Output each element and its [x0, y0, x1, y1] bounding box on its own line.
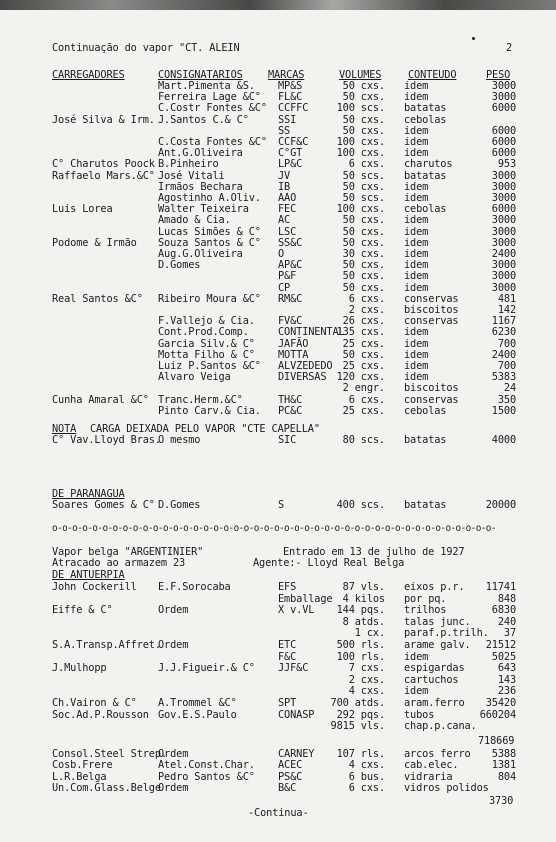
table-row-consignee: Ribeiro Moura &C°: [158, 292, 261, 305]
table2-row-contents: cartuchos: [404, 673, 459, 686]
table-row-mark: FV&C: [278, 315, 303, 328]
table3-row-weight: 804: [497, 770, 516, 783]
table-row-weight: 5383: [491, 371, 516, 384]
table2-row-weight: 643: [497, 662, 516, 675]
table2-row-shipper: Ch.Vairon & C°: [52, 697, 137, 709]
table-row-contents: idem: [404, 248, 429, 260]
table-row-volumes: 30 cxs.: [342, 248, 385, 260]
table2-row-mark: JJF&C: [278, 662, 309, 675]
table-row-contents: batatas: [404, 102, 447, 115]
table-row-consignee: Irmãos Bechara: [158, 180, 243, 193]
continue-footer: -Continua-: [248, 807, 309, 819]
table-row-mark: O: [278, 248, 285, 260]
page-number: 2: [506, 42, 513, 54]
table-row-contents: biscoitos: [404, 382, 459, 395]
table-row-weight: 3000: [491, 214, 516, 227]
table3-row-contents: vidraria: [404, 770, 453, 783]
col-header-consignatarios: CONSIGNATARIOS: [158, 69, 243, 81]
paranagua-weight: 20000: [485, 499, 516, 511]
table-row-weight: 3000: [491, 80, 516, 92]
table-row-volumes: 50 cxs.: [342, 214, 385, 227]
vapor-name: Vapor belga "ARGENTINIER": [52, 546, 204, 558]
table-row-weight: 6000: [491, 124, 516, 137]
table-row-weight: 24: [503, 382, 516, 395]
table-row-volumes: 26 cxs.: [342, 315, 385, 328]
table-row-contents: charutos: [404, 158, 453, 171]
table-row-mark: CP: [278, 281, 291, 294]
table-row-consignee: Amado & Cia.: [158, 214, 231, 227]
table3-row-mark: ACEC: [278, 759, 303, 772]
table-row-contents: idem: [404, 281, 429, 294]
table-row-contents: idem: [404, 337, 429, 350]
table-row-weight: 3000: [491, 236, 516, 249]
table-row-mark: AP&C: [278, 259, 303, 272]
table3-row-volumes: 6 cxs.: [348, 782, 385, 795]
table-row-weight: 6000: [491, 136, 516, 148]
table-row-volumes: 50 cxs.: [342, 124, 385, 137]
table3-row-shipper: Cosb.Frere: [52, 759, 113, 772]
table2-row-weight: 6830: [491, 604, 516, 617]
table-row-weight: 3000: [491, 169, 516, 182]
table-row-weight: 953: [497, 158, 516, 171]
table-row-mark: IB: [278, 180, 291, 193]
table-row-contents: idem: [404, 259, 429, 272]
table-row-contents: idem: [404, 360, 429, 372]
table-row-contents: cebolas: [404, 404, 447, 417]
table2-row-contents: chap.p.cana.: [404, 720, 477, 733]
table-row-contents: idem: [404, 147, 429, 160]
col-header-volumes: VOLUMES: [339, 69, 382, 81]
table-row-shipper: Raffaelo Mars.&C°: [52, 169, 155, 182]
table-row-weight: 481: [497, 292, 516, 305]
antuerpia-heading: DE ANTUERPIA: [52, 569, 125, 581]
table-row-mark: SS&C: [278, 236, 303, 249]
table-row-volumes: 6 cxs.: [348, 158, 385, 171]
table-row-weight: 1167: [491, 315, 516, 328]
table-row-contents: idem: [404, 136, 429, 148]
table-row-volumes: 120 cxs.: [336, 371, 385, 384]
table-row-mark: DIVERSAS: [278, 371, 327, 384]
table3-row-shipper: Consol.Steel Strep.: [52, 748, 167, 760]
table3-row-mark: CARNEY: [278, 748, 315, 760]
table2-row-shipper: Soc.Ad.P.Rousson: [52, 708, 149, 721]
table2-row-contents: idem: [404, 685, 429, 698]
table2-row-contents: tubos: [404, 708, 435, 721]
paranagua-contents: batatas: [404, 499, 447, 511]
table2-row-shipper: Eiffe & C°: [52, 604, 113, 617]
table-row-mark: C°GT: [278, 147, 303, 160]
table-row-weight: 700: [497, 337, 516, 350]
table2-row-weight: 143: [497, 673, 516, 686]
table-row-contents: conservas: [404, 315, 459, 328]
table2-row-volumes: 4 cxs.: [348, 685, 385, 698]
table-row-weight: 6000: [491, 102, 516, 115]
table-row-mark: CCFFC: [278, 102, 309, 115]
table3-row-shipper: Un.Com.Glass.Belge: [52, 782, 161, 795]
table-row-consignee: B.Pinheiro: [158, 158, 219, 171]
table-row-volumes: 50 cxs.: [342, 80, 385, 92]
table-row-contents: idem: [404, 225, 429, 238]
table2-row-volumes: 4 kilos: [342, 592, 385, 605]
table-row-mark: FEC: [278, 203, 297, 216]
table2-row-contents: talas junc.: [404, 615, 471, 628]
table-row-volumes: 2 engr.: [342, 382, 385, 395]
table-row-consignee: C.Costr Fontes &C°: [158, 102, 267, 115]
table-row-mark: MP&S: [278, 80, 303, 92]
table2-row-volumes: 9815 vls.: [330, 720, 385, 733]
table-row-shipper: José Silva & Irm.: [52, 113, 155, 126]
table2-row-contents: aram.ferro: [404, 697, 465, 709]
col-header-peso: PESO: [486, 69, 511, 81]
table-row-contents: idem: [404, 192, 429, 204]
table-row-mark: AAO: [278, 192, 297, 204]
table3-row-volumes: 6 bus.: [348, 770, 385, 783]
table-row-contents: idem: [404, 236, 429, 249]
table3-row-consignee: Pedro Santos &C°: [158, 770, 255, 783]
col-header-carregadores: CARREGADORES: [52, 69, 125, 81]
table-row-consignee: Souza Santos & C°: [158, 236, 261, 249]
table-row-mark: CONTINENTAL: [278, 326, 345, 339]
table-row-volumes: 50 cxs.: [342, 236, 385, 249]
table-row-weight: 3000: [491, 281, 516, 294]
table-row-volumes: 100 scs.: [336, 102, 385, 115]
table2-row-shipper: S.A.Transp.Affret.: [52, 639, 161, 651]
nota-label: NOTA: [52, 423, 77, 435]
table-row-mark: RM&C: [278, 292, 303, 305]
table3-row-consignee: Ordem: [158, 748, 189, 760]
table-row-consignee: José Vitali: [158, 169, 225, 182]
table2-row-volumes: 500 rls.: [336, 639, 385, 651]
table2-row-contents: paraf.p.trilh.: [404, 627, 489, 640]
paranagua-volumes: 400 scs.: [336, 499, 385, 511]
table-row-consignee: F.Vallejo & Cia.: [158, 315, 255, 328]
table-row-weight: 6230: [491, 326, 516, 339]
table-row-volumes: 50 cxs.: [342, 281, 385, 294]
table-row-consignee: Pinto Carv.& Cia.: [158, 404, 261, 417]
table-row-volumes: 100 cxs.: [336, 136, 385, 148]
table-row-contents: idem: [404, 371, 429, 384]
table-row-contents: cebolas: [404, 203, 447, 216]
table3-row-contents: arcos ferro: [404, 748, 471, 760]
table-row-consignee: Walter Teixeira: [158, 203, 249, 216]
table-row-weight: 2400: [491, 248, 516, 260]
table-row-contents: idem: [404, 214, 429, 227]
table-row-volumes: 25 cxs.: [342, 337, 385, 350]
table2-row-mark: EFS: [278, 581, 297, 593]
table2-row-contents: por pq.: [404, 592, 447, 605]
table2-row-volumes: 700 atds.: [330, 697, 385, 709]
table-row-mark: MOTTA: [278, 348, 309, 361]
col-header-marcas: MARCAS: [268, 69, 305, 81]
table2-row-mark: ETC: [278, 639, 297, 651]
table-row-volumes: 100 cxs.: [336, 147, 385, 160]
table-row-consignee: Motta Filho & C°: [158, 348, 255, 361]
table-row-volumes: 100 cxs.: [336, 203, 385, 216]
table2-row-consignee: Ordem: [158, 639, 189, 651]
table-row-consignee: D.Gomes: [158, 259, 201, 272]
table-row-volumes: 50 cxs.: [342, 259, 385, 272]
table-row-weight: 3000: [491, 192, 516, 204]
table2-row-volumes: 1 cx.: [354, 627, 385, 640]
table2-row-consignee: Ordem: [158, 604, 189, 617]
table3-row-consignee: Atel.Const.Char.: [158, 759, 255, 772]
table2-row-consignee: E.F.Sorocaba: [158, 581, 231, 593]
nota-text: CARGA DEIXADA PELO VAPOR "CTE CAPELLA": [90, 423, 320, 435]
table-row-contents: idem: [404, 91, 429, 104]
table2-row-contents: arame galv.: [404, 639, 471, 651]
table-row-volumes: 25 cxs.: [342, 404, 385, 417]
table-row-volumes: 6 cxs.: [348, 393, 385, 406]
table-row-consignee: J.Santos C.& C°: [158, 113, 249, 126]
table-row-contents: conservas: [404, 393, 459, 406]
col-header-conteudo: CONTEUDO: [408, 69, 457, 81]
separator-line: o-o-o-o-o-o-o-o-o-o-o-o-o-o-o-o-o-o-o-o-o-o-o-o-o-o-o-o-o-o-o-o-o-o-o-o-o-o-o-o-o-o-o-o-: [52, 523, 496, 534]
page-title: Continuação do vapor "CT. ALEIN: [52, 42, 240, 54]
table-row-consignee: Aug.G.Oliveira: [158, 248, 243, 260]
table-row-consignee: Luiz P.Santos &C°: [158, 360, 261, 372]
table-row-weight: 2400: [491, 348, 516, 361]
table-row-mark: JAFÃO: [278, 337, 309, 350]
table-row-weight: 700: [497, 360, 516, 372]
table-row-contents: idem: [404, 180, 429, 193]
table-row-mark: P&F: [278, 270, 297, 283]
nota-weight: 4000: [491, 434, 516, 446]
table2-row-volumes: 292 pqs.: [336, 708, 385, 721]
table-row-weight: 142: [497, 304, 516, 316]
table-row-volumes: 50 cxs.: [342, 225, 385, 238]
table2-row-mark: F&C: [278, 650, 297, 663]
table-row-mark: FL&C: [278, 91, 303, 104]
table2-row-weight: 5025: [491, 650, 516, 663]
table-row-mark: CCF&C: [278, 136, 309, 148]
table2-row-weight: 848: [497, 592, 516, 605]
table-row-mark: JV: [278, 169, 291, 182]
table-row-weight: 3000: [491, 225, 516, 238]
final-total: 3730: [489, 795, 514, 807]
table-row-volumes: 25 cxs.: [342, 360, 385, 372]
table-row-volumes: 2 cxs.: [348, 304, 385, 316]
table-row-weight: 3000: [491, 91, 516, 104]
table-row-consignee: Garcia Silv.& C°: [158, 337, 255, 350]
table2-row-shipper: John Cockerill: [52, 581, 137, 593]
table2-row-weight: 236: [497, 685, 516, 698]
table2-row-contents: idem: [404, 650, 429, 663]
table-row-volumes: 6 cxs.: [348, 292, 385, 305]
table2-row-consignee: J.J.Figueir.& C°: [158, 662, 255, 675]
table-row-volumes: 50 scs.: [342, 192, 385, 204]
table3-row-volumes: 4 cxs.: [348, 759, 385, 772]
table2-row-volumes: 144 pqs.: [336, 604, 385, 617]
table-row-mark: ALVZEDEDO: [278, 360, 333, 372]
table-row-contents: batatas: [404, 169, 447, 182]
table-row-volumes: 50 cxs.: [342, 113, 385, 126]
table-row-volumes: 135 cxs.: [336, 326, 385, 339]
table-row-mark: SS: [278, 124, 291, 137]
table-row-weight: 6000: [491, 203, 516, 216]
table-row-consignee: Cont.Prod.Comp.: [158, 326, 249, 339]
table-row-mark: TH&C: [278, 393, 303, 406]
nota-mark: SIC: [278, 434, 297, 446]
table-row-contents: idem: [404, 348, 429, 361]
paranagua-heading: DE PARANAGUA: [52, 488, 125, 500]
table-row-consignee: Tranc.Herm.&C°: [158, 393, 243, 406]
nota-volumes: 80 scs.: [342, 434, 385, 446]
table2-row-volumes: 8 atds.: [342, 615, 385, 628]
vapor-arrival: Entrado em 13 de julho de 1927: [283, 546, 465, 558]
table-row-contents: idem: [404, 80, 429, 92]
table2-row-shipper: J.Mulhopp: [52, 662, 107, 675]
paranagua-mark: S: [278, 499, 285, 511]
nota-shipper: C° Vav.Lloyd Bras.: [52, 434, 161, 446]
table2-row-volumes: 87 vls.: [342, 581, 385, 593]
table2-row-weight: 35420: [485, 697, 516, 709]
table-row-mark: AC: [278, 214, 291, 227]
table2-row-volumes: 2 cxs.: [348, 673, 385, 686]
table-row-contents: idem: [404, 124, 429, 137]
table-row-weight: 3000: [491, 270, 516, 283]
table3-row-contents: cab.elec.: [404, 759, 459, 772]
table-row-shipper: C° Charutos Poock: [52, 158, 155, 171]
scan-edge-noise: [0, 0, 556, 10]
table-row-contents: conservas: [404, 292, 459, 305]
table-row-consignee: Mart.Pimenta &S.: [158, 80, 255, 92]
table-row-weight: 350: [497, 393, 516, 406]
table-row-volumes: 50 cxs.: [342, 91, 385, 104]
table3-row-shipper: L.R.Belga: [52, 770, 107, 783]
table2-row-volumes: 7 cxs.: [348, 662, 385, 675]
nota-contents: batatas: [404, 434, 447, 446]
subtotal-value: 718669: [478, 735, 515, 747]
nota-consignee: O mesmo: [158, 434, 201, 446]
table3-row-consignee: Ordem: [158, 782, 189, 795]
table2-row-weight: 37: [503, 627, 516, 640]
table2-row-consignee: Gov.E.S.Paulo: [158, 708, 237, 721]
table-row-mark: LP&C: [278, 158, 303, 171]
table2-row-weight: 11741: [485, 581, 516, 593]
table-row-volumes: 50 scs.: [342, 169, 385, 182]
table-row-consignee: Lucas Simões & C°: [158, 225, 261, 238]
table-row-contents: idem: [404, 270, 429, 283]
table-row-contents: idem: [404, 326, 429, 339]
table-row-weight: 6000: [491, 147, 516, 160]
table2-row-contents: espigardas: [404, 662, 465, 675]
table2-row-consignee: A.Trommel &C°: [158, 697, 237, 709]
table-row-volumes: 50 cxs.: [342, 348, 385, 361]
table-row-volumes: 50 cxs.: [342, 180, 385, 193]
table-row-contents: biscoitos: [404, 304, 459, 316]
table3-row-contents: vidros polidos: [404, 782, 489, 795]
table-row-mark: PC&C: [278, 404, 303, 417]
table2-row-weight: 21512: [485, 639, 516, 651]
table-row-shipper: Podome & Irmão: [52, 236, 137, 249]
table3-row-volumes: 107 rls.: [336, 748, 385, 760]
table2-row-weight: 660204: [479, 708, 516, 721]
table-row-consignee: Agostinho A.Oliv.: [158, 192, 261, 204]
table3-row-weight: 1381: [491, 759, 516, 772]
table-row-consignee: Ant.G.Oliveira: [158, 147, 243, 160]
table-row-weight: 3000: [491, 180, 516, 193]
table2-row-mark: SPT: [278, 697, 297, 709]
paranagua-shipper: Soares Gomes & C°: [52, 499, 155, 511]
table-row-consignee: Ferreira Lage &C°: [158, 91, 261, 104]
table-row-consignee: Alvaro Veiga: [158, 371, 231, 384]
table3-row-mark: PS&C: [278, 770, 303, 783]
table2-row-contents: eixos p.r.: [404, 581, 465, 593]
vapor-berth: Atracado ao armazem 23: [52, 557, 186, 569]
table2-row-mark: X v.VL: [278, 604, 315, 617]
ink-speck: [472, 37, 475, 40]
table2-row-mark: CONASP: [278, 708, 315, 721]
table-row-volumes: 50 cxs.: [342, 270, 385, 283]
table-row-contents: cebolas: [404, 113, 447, 126]
table-row-weight: 1500: [491, 404, 516, 417]
table-row-mark: LSC: [278, 225, 297, 238]
table-row-weight: 3000: [491, 259, 516, 272]
table-row-shipper: Cunha Amaral &C°: [52, 393, 149, 406]
table2-row-mark: Emballage: [278, 592, 333, 605]
table-row-consignee: C.Costa Fontes &C°: [158, 136, 267, 148]
table2-row-contents: trilhos: [404, 604, 447, 617]
table2-row-volumes: 100 rls.: [336, 650, 385, 663]
table3-row-weight: 5388: [491, 748, 516, 760]
table-row-shipper: Real Santos &C°: [52, 292, 143, 305]
table2-row-weight: 240: [497, 615, 516, 628]
vapor-agent: Agente:- Lloyd Real Belga: [253, 557, 405, 569]
table-row-shipper: Luis Lorea: [52, 203, 113, 216]
table-row-mark: SSI: [278, 113, 297, 126]
paranagua-consignee: D.Gomes: [158, 499, 201, 511]
table3-row-mark: B&C: [278, 782, 297, 795]
